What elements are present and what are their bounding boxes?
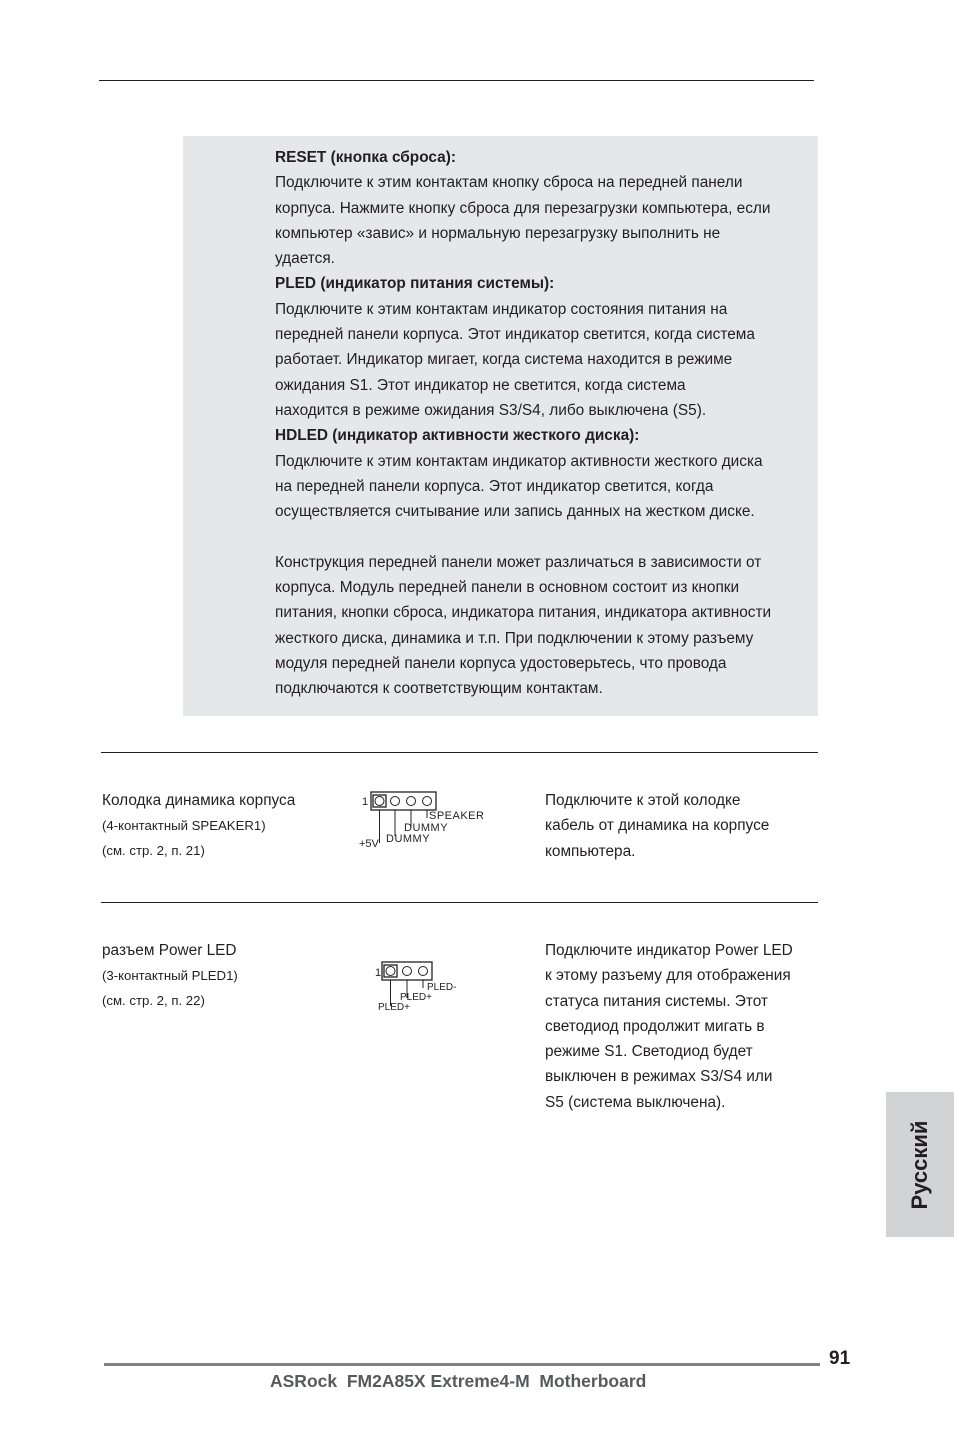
notes-line: жесткого диска, динамика и т.п. При подключении к этому разъему <box>275 629 754 647</box>
speaker-label-speaker: SPEAKER <box>429 810 485 822</box>
speaker-header-description <box>545 788 835 864</box>
notes-line: подключаются к соответствующим контактам. <box>275 680 603 698</box>
notes-line: питания, кнопки сброса, индикатора питания, индикатора активности <box>275 604 772 622</box>
notes-line: работает. Индикатор мигает, когда система находится в режиме <box>275 351 733 369</box>
language-tab-label: Русский <box>907 1120 932 1209</box>
notes-line: передней панели корпуса. Этот индикатор светится, когда система <box>275 326 755 344</box>
description-line: Подключите индикатор Power LED <box>545 942 793 959</box>
notes-heading: HDLED (индикатор активности жесткого диска): <box>275 427 640 445</box>
description-line: выключен в режимах S3/S4 или <box>545 1068 773 1086</box>
power-led-diagram <box>370 958 460 1014</box>
notes-line: компьютер «завис» и нормальную перезагрузку выполнить не <box>275 224 721 242</box>
notes-line: модуля передней панели корпуса удостоверьтесь, что провода <box>275 654 727 672</box>
notes-line: Подключите к этим контактам кнопку сброса на передней панели <box>275 174 743 192</box>
speaker-pin1-label: 1 <box>362 796 369 808</box>
speaker-label-dummy-2: DUMMY <box>386 833 431 845</box>
description-line: S5 (система выключена). <box>545 1093 726 1111</box>
power-led-description <box>545 938 835 1115</box>
notes-line: корпуса. Нажмите кнопку сброса для перезагрузки компьютера, если <box>275 199 771 217</box>
notes-heading: RESET (кнопка сброса): <box>275 149 456 166</box>
speaker-label-dummy-1: DUMMY <box>404 822 449 834</box>
description-line: компьютера. <box>545 842 636 860</box>
notes-line: осуществляется считывание или запись данных на жестком диске. <box>275 503 755 521</box>
power-led-ref: (см. стр. 2, п. 22) <box>102 993 205 1008</box>
language-tab <box>886 1092 954 1237</box>
power-led-title: разъем Power LED <box>102 942 237 959</box>
footer-product-name: ASRock FM2A85X Extreme4-M Motherboard <box>270 1371 647 1391</box>
description-line: кабель от динамика на корпусе <box>545 817 770 835</box>
power-led-pin1-label: 1 <box>375 967 382 979</box>
speaker-header-title: Колодка динамика корпуса <box>102 792 296 809</box>
notes-line: Конструкция передней панели может различаться в зависимости от <box>275 553 762 571</box>
speaker-header-ref: (см. стр. 2, п. 21) <box>102 843 205 858</box>
notes-line: ожидания S1. Этот индикатор не светится, когда система <box>275 376 686 394</box>
description-line: к этому разъему для отображения <box>545 967 791 985</box>
notes-line: находится в режиме ожидания S3/S4, либо выключена (S5). <box>275 401 707 419</box>
top-rule <box>99 80 814 81</box>
power-led-label-pled-plus-2: PLED+ <box>378 1002 410 1013</box>
section-rule-speaker <box>101 752 818 753</box>
footer-rule <box>104 1363 820 1366</box>
notes-heading: PLED (индикатор питания системы): <box>275 275 555 293</box>
power-led-label-pled-minus: PLED- <box>427 982 457 993</box>
description-line: статуса питания системы. Этот <box>545 992 768 1010</box>
description-line: светодиод продолжит мигать в <box>545 1017 765 1035</box>
section-rule-power-led <box>101 902 818 903</box>
speaker-label-5v: +5V <box>359 838 379 850</box>
page-number: 91 <box>829 1348 851 1369</box>
notes-line: удается. <box>275 250 335 268</box>
description-line: Подключите к этой колодке <box>545 792 741 809</box>
description-line: режиме S1. Светодиод будет <box>545 1043 753 1061</box>
speaker-header-diagram <box>356 788 486 850</box>
speaker-header-pins: (4-контактный SPEAKER1) <box>102 818 266 833</box>
power-led-label-pled-plus-1: PLED+ <box>400 992 432 1003</box>
notes-line: Подключите к этим контактам индикатор состояния питания на <box>275 300 728 318</box>
front-panel-notes-text <box>275 145 835 702</box>
power-led-pins: (3-контактный PLED1) <box>102 968 238 983</box>
notes-line: Подключите к этим контактам индикатор активности жесткого диска <box>275 452 763 470</box>
notes-line: корпуса. Модуль передней панели в основном состоит из кнопки <box>275 579 740 597</box>
notes-spacer <box>275 524 835 549</box>
notes-line: на передней панели корпуса. Этот индикатор светится, когда <box>275 477 714 495</box>
